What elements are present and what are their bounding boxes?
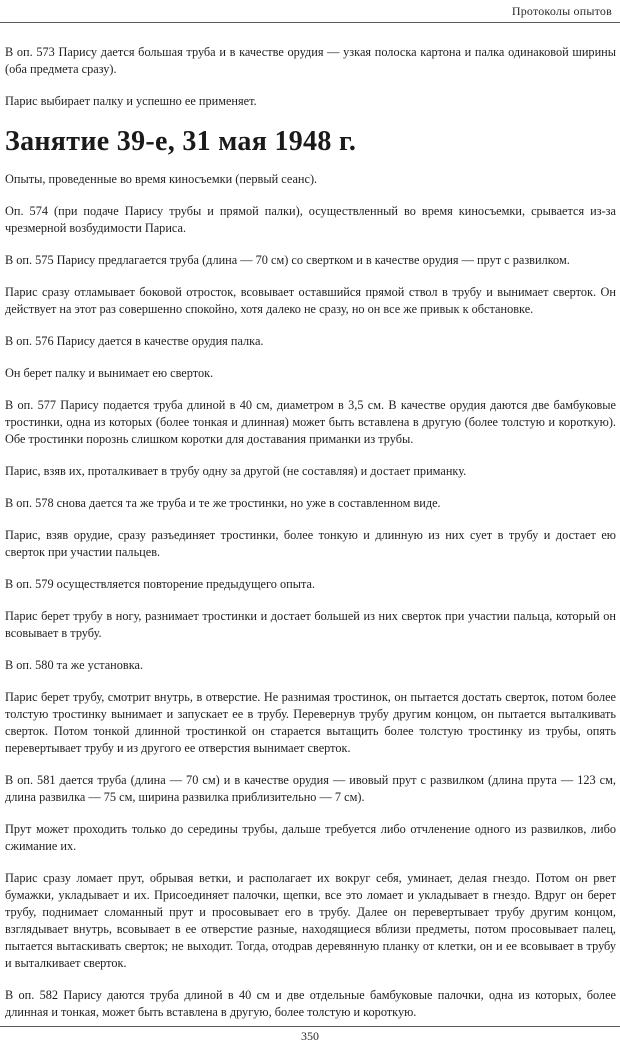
paragraph: В оп. 575 Парису предлагается труба (длина — 70 см) со свертком и в качестве орудия — прут с развилком. <box>5 253 570 267</box>
paragraph: В оп. 580 та же установка. <box>5 658 144 672</box>
paragraph: Парис сразу отламывает боковой отросток, всовывает оставшийся прямой ствол в трубу и вынимает сверток. Он действует на этот раз совершенно спокойно, хотя далеко не сразу, но он все же привык к обстановке. <box>5 285 616 316</box>
paragraph: Парис, взяв их, проталкивает в трубу одну за другой (не составляя) и достает приманку. <box>5 464 467 478</box>
header-rule <box>0 22 620 23</box>
paragraph: Опыты, проведенные во время киносъемки (первый сеанс). <box>5 172 318 186</box>
paragraph: В оп. 582 Парису даются труба длиной в 40 см и две отдельные бамбуковые палочки, одна из которых, более длинная и тонкая, может быть вставлена в другую, более толстую и короткую. <box>5 988 616 1019</box>
paragraph: Парис выбирает палку и успешно ее применяет. <box>5 94 257 108</box>
paragraph: В оп. 576 Парису дается в качестве орудия палка. <box>5 334 264 348</box>
paragraph: Он берет палку и вынимает ею сверток. <box>5 366 214 380</box>
paragraph: Парис берет трубу, смотрит внутрь, в отверстие. Не разнимая тростинок, он пытается достать сверток, потом более толстую тростинку вынимает и запускает ее в трубу. Перевернув трубу другим концом, он пытается выталкивать сверток. Потом тонкой длинной тростинкой он старается вытащить более толстую тростинку из трубы, опять перевертывает трубу и из другого ее отверстия вынимает сверток. <box>5 690 616 755</box>
running-header: Протоколы опытов <box>511 4 612 18</box>
paragraph: Парис сразу ломает прут, обрывая ветки, и располагает их вокруг себя, уминает, делая гнездо. Потом он рвет бумажки, укладывает и их. Присоединяет палочки, щепки, все это ломает и укладывает в гнездо. Вдруг он берет трубу, поднимает сломанный прут и просовывает его в трубу. Далее он перевертывает трубу другим концом, взглядывает внутрь, всовывает в ее отверстие разные, находящиеся вблизи предметы, потом просовывает палец, пытается вытаскивать сверток; не выходит. Тогда, отодрав деревянную планку от клетки, он и ее всовывает в трубу и выталкивает сверток. <box>5 871 616 970</box>
paragraph: Парис, взяв орудие, сразу разъединяет тростинки, более тонкую и длинную из них сует в трубу и достает ею сверток при участии пальцев. <box>5 528 616 559</box>
footer-rule <box>0 1026 620 1027</box>
page-number: 350 <box>301 1029 319 1043</box>
paragraph: В оп. 573 Парису дается большая труба и в качестве орудия — узкая полоска картона и палка одинаковой ширины (оба предмета сразу). <box>5 45 616 76</box>
paragraph: В оп. 577 Парису подается труба длиной в 40 см, диаметром в 3,5 см. В качестве орудия даются две бамбуковые тростинки, одна из которых (более тонкая и длинная) может быть вставлена в другую (более толстую и короткую). Обе тростинки порознь слишком коротки для доставания приманки из трубы. <box>5 398 616 446</box>
paragraph: В оп. 579 осуществляется повторение предыдущего опыта. <box>5 577 316 591</box>
paragraph: В оп. 581 дается труба (длина — 70 см) и в качестве орудия — ивовый прут с развилком (длина прута — 123 см, длина развилка — 75 см, ширина развилка приблизительно — 7 см). <box>5 773 616 804</box>
paragraph: В оп. 578 снова дается та же труба и те же тростинки, но уже в составленном виде. <box>5 496 441 510</box>
paragraph: Оп. 574 (при подаче Парису трубы и прямой палки), осуществленный во время киносъемки, срывается из-за чрезмерной возбудимости Париса. <box>5 204 616 235</box>
section-title: Занятие 39-е, 31 мая 1948 г. <box>5 126 357 157</box>
paragraph: Парис берет трубу в ногу, разнимает тростинки и достает большей из них сверток при участии пальца, который он всовывает в трубу. <box>5 609 616 640</box>
paragraph: Прут может проходить только до середины трубы, дальше требуется либо отчленение одного из развилков, либо сжимание их. <box>5 822 616 853</box>
page-body <box>5 44 616 1036</box>
